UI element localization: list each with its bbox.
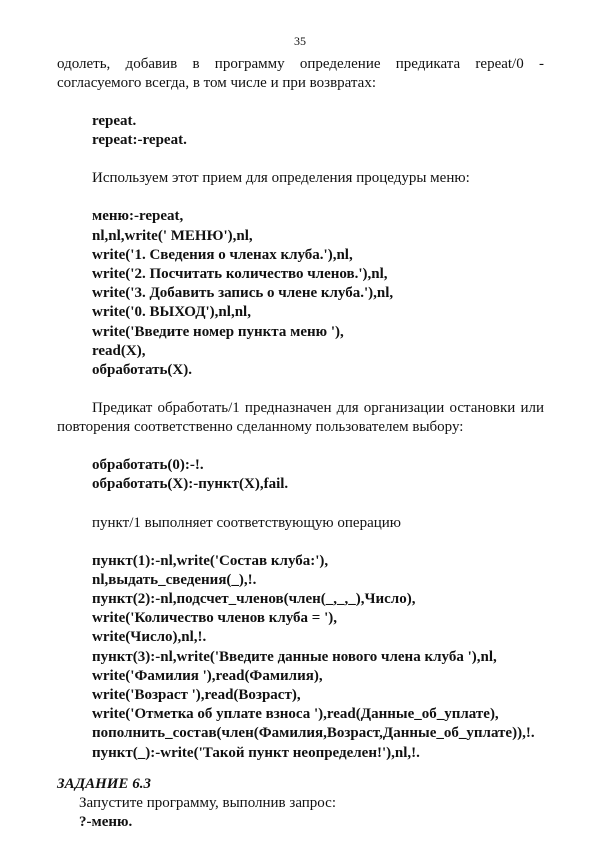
code-line: write(Число),nl,!. <box>92 629 207 646</box>
item-code-block <box>57 552 544 763</box>
code-line: пункт(3):-nl,write('Введите данные нового члена клуба '),nl, <box>92 648 497 665</box>
code-line: write('3. Добавить запись о члене клуба.'),nl, <box>92 285 394 302</box>
menu-code-block <box>57 207 544 380</box>
code-line: пункт(2):-nl,подсчет_членов(член(_,_,_),Число), <box>92 591 416 608</box>
code-line: write('Введите номер пункта меню '), <box>92 323 344 340</box>
code-line: меню:-repeat, <box>92 208 184 225</box>
spacer <box>57 188 544 207</box>
menu-intro-paragraph: Используем этот прием для определения процедуры меню: <box>92 170 470 187</box>
code-line: обработать(X):-пункт(X),fail. <box>92 476 289 493</box>
code-line: write('2. Посчитать количество членов.'),nl, <box>92 266 388 283</box>
spacer <box>57 495 544 514</box>
code-line: обработать(X). <box>92 362 192 379</box>
task-body <box>57 794 544 832</box>
task-instruction: Запустите программу, выполнив запрос: <box>79 794 336 811</box>
code-line: пополнить_состав(член(Фамилия,Возраст,Данные_об_уплате)),!. <box>92 725 535 742</box>
code-line: обработать(0):-!. <box>92 457 204 474</box>
task-query: ?-меню. <box>79 813 133 830</box>
code-line: nl,выдать_сведения(_),!. <box>92 571 257 588</box>
spacer <box>57 763 544 775</box>
intro-paragraph: одолеть, добавив в программу определение предиката repeat/0 - согласуемого всегда, в том числе и при возвратах: <box>57 56 544 91</box>
spacer <box>57 150 544 169</box>
task-heading: ЗАДАНИЕ 6.3 <box>57 775 151 792</box>
code-line: nl,nl,write(' МЕНЮ'),nl, <box>92 227 253 244</box>
code-line: repeat. <box>92 113 137 129</box>
code-line: write('Возраст '),read(Возраст), <box>92 687 301 704</box>
process-code-block <box>57 456 544 494</box>
process-paragraph: Предикат обработать/1 предназначен для организации остановки или повторения соответственно сделанному пользователем выбору: <box>57 400 544 436</box>
code-line: write('Отметка об уплате взноса '),read(Данные_об_уплате), <box>92 706 499 723</box>
code-line: write('Фамилия '),read(Фамилия), <box>92 667 323 684</box>
page-content <box>57 55 544 832</box>
code-line: пункт(_):-write('Такой пункт неопределен!'),nl,!. <box>92 744 420 761</box>
code-line: write('Количество членов клуба = '), <box>92 610 338 627</box>
spacer <box>57 93 544 112</box>
spacer <box>57 380 544 399</box>
spacer <box>57 533 544 552</box>
page-number: 35 <box>294 34 306 48</box>
code-line: write('1. Сведения о членах клуба.'),nl, <box>92 246 353 263</box>
repeat-code-block <box>57 112 544 150</box>
code-line: repeat:-repeat. <box>92 132 187 149</box>
code-line: read(X), <box>92 342 146 359</box>
code-line: пункт(1):-nl,write('Состав клуба:'), <box>92 552 329 569</box>
spacer <box>57 437 544 456</box>
item-intro-paragraph: пункт/1 выполняет соответствующую операцию <box>92 514 401 531</box>
code-line: write('0. ВЫХОД'),nl,nl, <box>92 304 251 321</box>
